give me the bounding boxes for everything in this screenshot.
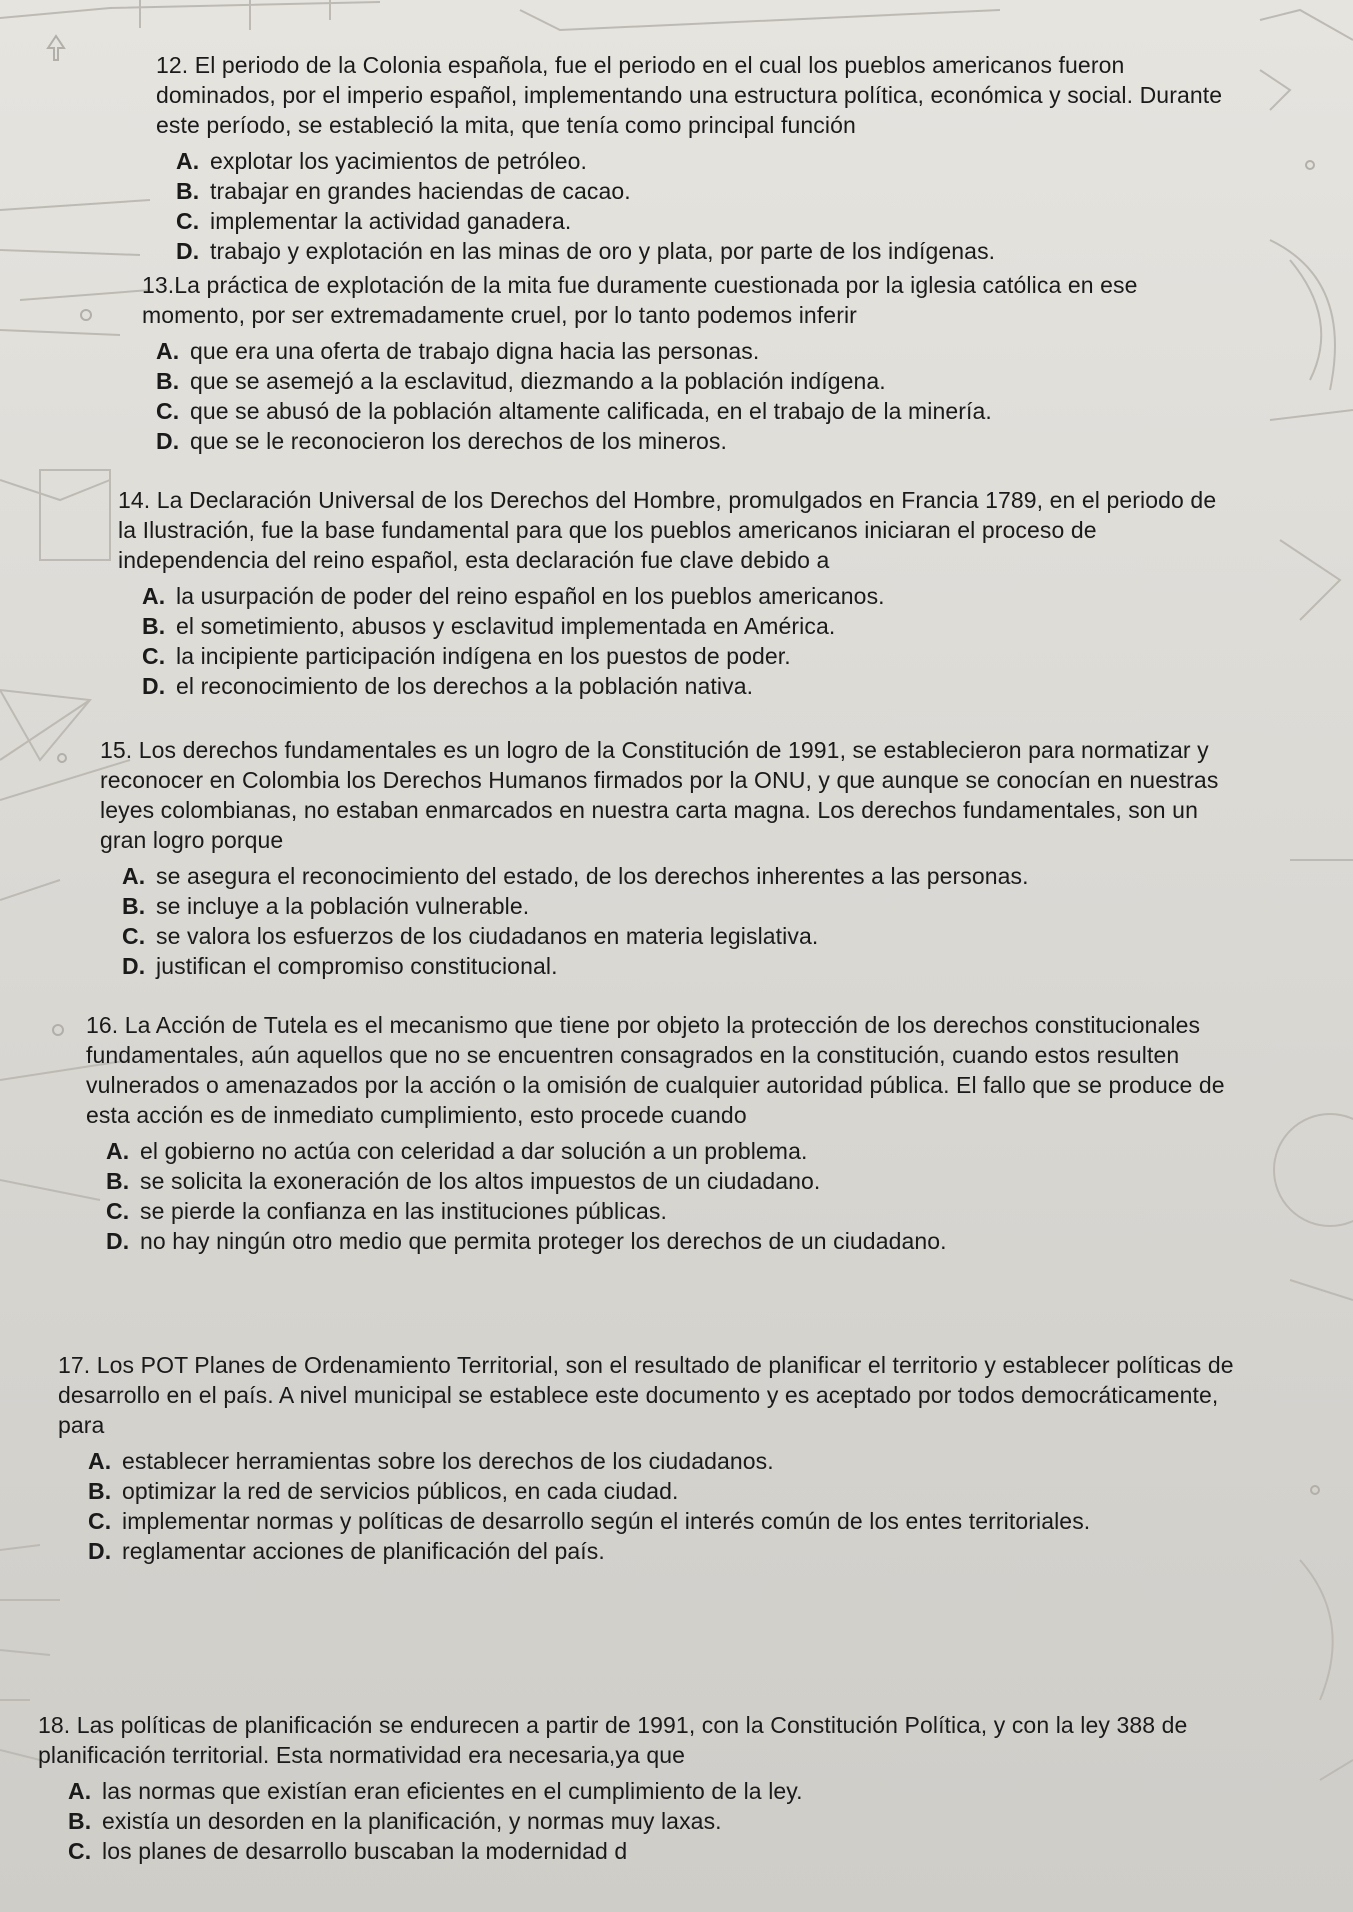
option-letter: D.	[88, 1538, 112, 1564]
question-15	[100, 735, 1230, 981]
option-item[interactable]	[106, 1136, 1246, 1166]
question-13	[142, 270, 1227, 456]
option-item[interactable]	[68, 1776, 1253, 1806]
option-letter: D.	[176, 238, 200, 264]
option-letter: A.	[68, 1778, 92, 1804]
option-text: reglamentar acciones de planificación del país.	[122, 1538, 605, 1564]
option-letter: C.	[68, 1838, 92, 1864]
option-text: las normas que existían eran eficientes en el cumplimiento de la ley.	[102, 1778, 803, 1804]
question-stem: 12. El periodo de la Colonia española, fue el periodo en el cual los pueblos americanos fueron dominados, por el imperio español, implementando una estructura política, económica y social. Durante este período, se estableció la mita, que tenía como principal función	[156, 52, 1223, 138]
option-item[interactable]	[122, 951, 1230, 981]
option-letter: C.	[122, 923, 146, 949]
option-item[interactable]	[142, 641, 1228, 671]
option-item[interactable]	[176, 236, 1226, 266]
option-letter: C.	[106, 1198, 130, 1224]
option-item[interactable]	[88, 1506, 1248, 1536]
option-text: que se abusó de la población altamente calificada, en el trabajo de la minería.	[190, 398, 992, 424]
option-text: explotar los yacimientos de petróleo.	[210, 148, 588, 174]
option-letter: C.	[156, 398, 180, 424]
option-item[interactable]	[68, 1806, 1253, 1836]
option-letter: B.	[156, 368, 180, 394]
option-text: la incipiente participación indígena en los puestos de poder.	[176, 643, 791, 669]
option-letter: A.	[106, 1138, 130, 1164]
option-text: se incluye a la población vulnerable.	[156, 893, 530, 919]
option-text: trabajar en grandes haciendas de cacao.	[210, 178, 631, 204]
option-list	[58, 1446, 1248, 1566]
option-letter: A.	[88, 1448, 112, 1474]
option-letter: A.	[176, 148, 200, 174]
option-item[interactable]	[122, 861, 1230, 891]
option-item[interactable]	[176, 176, 1226, 206]
option-text: optimizar la red de servicios públicos, en cada ciudad.	[122, 1478, 679, 1504]
option-list	[118, 581, 1228, 701]
option-text: existía un desorden en la planificación, y normas muy laxas.	[102, 1808, 722, 1834]
option-list	[86, 1136, 1246, 1256]
option-list	[100, 861, 1230, 981]
option-list	[142, 336, 1227, 456]
option-text: se valora los esfuerzos de los ciudadanos en materia legislativa.	[156, 923, 819, 949]
option-text: el reconocimiento de los derechos a la población nativa.	[176, 673, 754, 699]
option-list	[38, 1776, 1253, 1866]
option-item[interactable]	[106, 1196, 1246, 1226]
option-item[interactable]	[106, 1166, 1246, 1196]
option-letter: D.	[106, 1228, 130, 1254]
option-letter: D.	[142, 673, 166, 699]
option-item[interactable]	[122, 891, 1230, 921]
option-item[interactable]	[156, 336, 1227, 366]
option-text: implementar normas y políticas de desarrollo según el interés común de los entes territoriales.	[122, 1508, 1091, 1534]
option-letter: B.	[122, 893, 146, 919]
question-18	[38, 1710, 1253, 1866]
option-item[interactable]	[142, 611, 1228, 641]
option-letter: C.	[88, 1508, 112, 1534]
option-letter: B.	[68, 1808, 92, 1834]
option-list	[156, 146, 1226, 266]
question-16	[86, 1010, 1246, 1256]
option-item[interactable]	[142, 581, 1228, 611]
option-letter: D.	[156, 428, 180, 454]
option-text: la usurpación de poder del reino español en los pueblos americanos.	[176, 583, 885, 609]
option-letter: C.	[142, 643, 166, 669]
option-text: establecer herramientas sobre los derechos de los ciudadanos.	[122, 1448, 774, 1474]
option-item[interactable]	[122, 921, 1230, 951]
option-item[interactable]	[176, 146, 1226, 176]
option-item[interactable]	[156, 396, 1227, 426]
option-text: que era una oferta de trabajo digna hacia las personas.	[190, 338, 760, 364]
option-text: que se le reconocieron los derechos de los mineros.	[190, 428, 727, 454]
option-item[interactable]	[88, 1446, 1248, 1476]
option-item[interactable]	[88, 1536, 1248, 1566]
option-text: justifican el compromiso constitucional.	[156, 953, 558, 979]
option-item[interactable]	[68, 1836, 1253, 1866]
option-text: se solicita la exoneración de los altos impuestos de un ciudadano.	[140, 1168, 821, 1194]
option-text: no hay ningún otro medio que permita proteger los derechos de un ciudadano.	[140, 1228, 947, 1254]
option-item[interactable]	[156, 366, 1227, 396]
question-stem: 13.La práctica de explotación de la mita fue duramente cuestionada por la iglesia católica en ese momento, por ser extremadamente cruel, por lo tanto podemos inferir	[142, 272, 1138, 328]
option-letter: A.	[156, 338, 180, 364]
question-stem: 14. La Declaración Universal de los Derechos del Hombre, promulgados en Francia 1789, en el periodo de la Ilustración, fue la base fundamental para que los pueblos americanos iniciaran el proceso de independencia del reino español, esta declaración fue clave debido a	[118, 487, 1217, 573]
question-stem: 15. Los derechos fundamentales es un logro de la Constitución de 1991, se establecieron para normatizar y reconocer en Colombia los Derechos Humanos firmados por la ONU, y que aunque se conocían en nuestras leyes colombianas, no estaban enmarcados en nuestra carta magna. Los derechos fundamentales, son un gran logro porque	[100, 737, 1219, 853]
option-text: el sometimiento, abusos y esclavitud implementada en América.	[176, 613, 836, 639]
option-letter: B.	[106, 1168, 130, 1194]
option-text: trabajo y explotación en las minas de oro y plata, por parte de los indígenas.	[210, 238, 996, 264]
option-text: se asegura el reconocimiento del estado, de los derechos inherentes a las personas.	[156, 863, 1029, 889]
question-14	[118, 485, 1228, 701]
question-17	[58, 1350, 1248, 1566]
option-letter: B.	[88, 1478, 112, 1504]
option-item[interactable]	[106, 1226, 1246, 1256]
option-item[interactable]	[156, 426, 1227, 456]
option-letter: B.	[176, 178, 200, 204]
option-item[interactable]	[142, 671, 1228, 701]
option-text: que se asemejó a la esclavitud, diezmando a la población indígena.	[190, 368, 886, 394]
option-letter: B.	[142, 613, 166, 639]
question-stem: 16. La Acción de Tutela es el mecanismo que tiene por objeto la protección de los derechos constitucionales fundamentales, aún aquellos que no se encuentren consagrados en la constitución, cuando estos resulten vulnerados o amenazados por la acción o la omisión de cualquier autoridad pública. El fallo que se produce de esta acción es de inmediato cumplimiento, esto procede cuando	[86, 1012, 1225, 1128]
option-item[interactable]	[176, 206, 1226, 236]
option-letter: A.	[142, 583, 166, 609]
option-text: los planes de desarrollo buscaban la modernidad d	[102, 1838, 628, 1864]
option-text: implementar la actividad ganadera.	[210, 208, 572, 234]
option-item[interactable]	[88, 1476, 1248, 1506]
question-stem: 17. Los POT Planes de Ordenamiento Territorial, son el resultado de planificar el territorio y establecer políticas de desarrollo en el país. A nivel municipal se establece este documento y es aceptado por todos democráticamente, para	[58, 1352, 1234, 1438]
option-text: el gobierno no actúa con celeridad a dar solución a un problema.	[140, 1138, 808, 1164]
option-letter: C.	[176, 208, 200, 234]
question-stem: 18. Las políticas de planificación se endurecen a partir de 1991, con la Constitución Política, y con la ley 388 de planificación territorial. Esta normatividad era necesaria,ya que	[38, 1712, 1188, 1768]
question-12	[156, 50, 1226, 266]
option-letter: D.	[122, 953, 146, 979]
option-text: se pierde la confianza en las instituciones públicas.	[140, 1198, 667, 1224]
option-letter: A.	[122, 863, 146, 889]
